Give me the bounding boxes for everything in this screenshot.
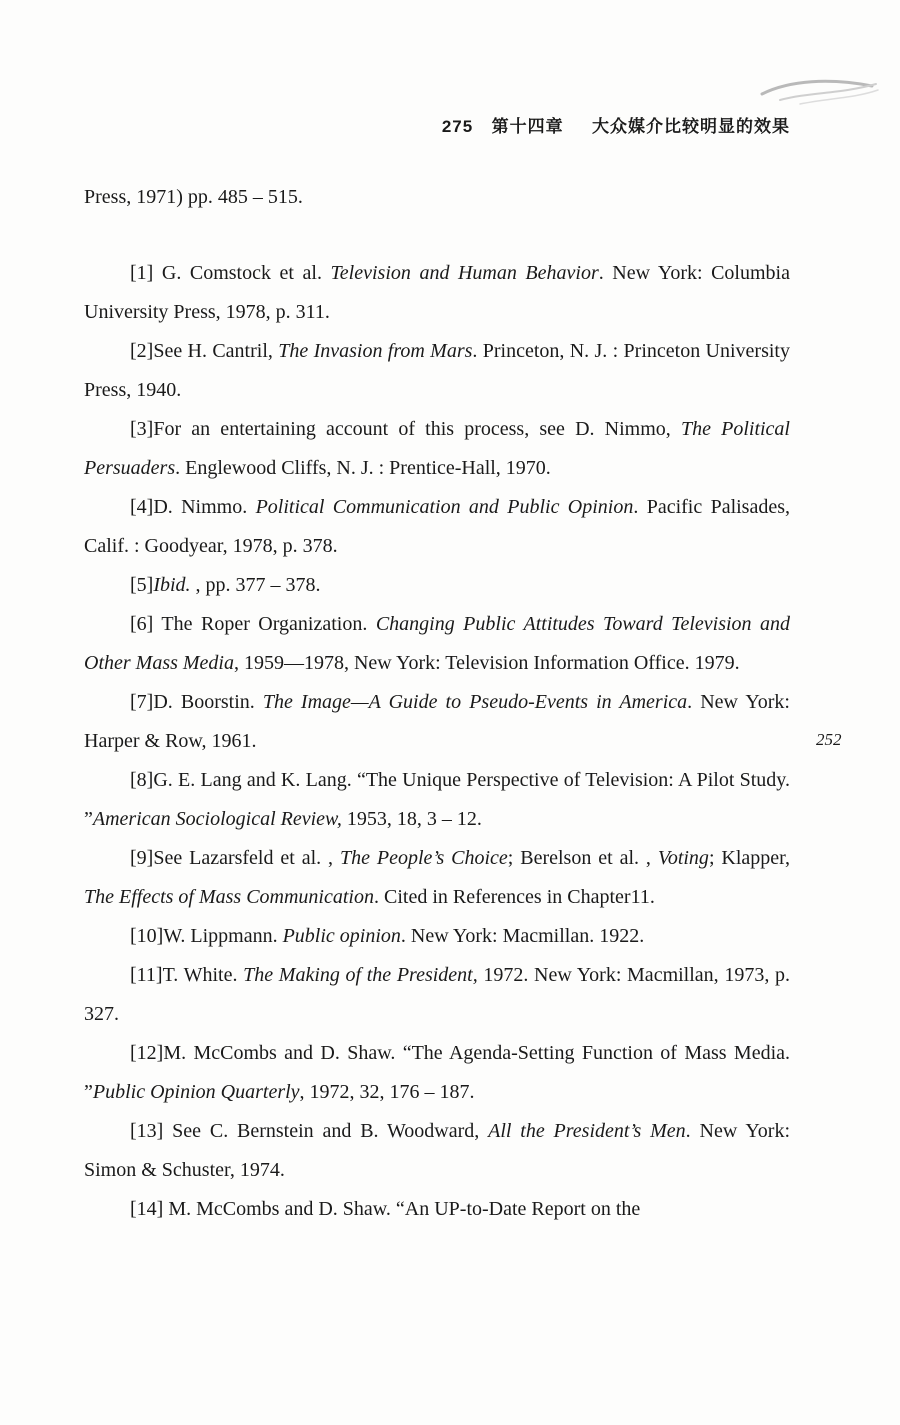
footnote-8 (84, 761, 790, 839)
footnote-number: [10] (130, 925, 164, 947)
footnote-italic-title: All the President’s Men (488, 1120, 686, 1142)
footnote-number: [6] (130, 613, 154, 635)
footnote-7 (84, 683, 790, 761)
running-header (442, 112, 790, 137)
notes-body (84, 178, 790, 1229)
footnote-9 (84, 839, 790, 917)
footnote-10 (84, 917, 790, 956)
footnote-italic-title: The People’s Choice (339, 847, 508, 869)
footnote-number: [11] (130, 964, 163, 986)
footnote-pre-text: For an entertaining account of this process, see D. Nimmo, (153, 418, 681, 440)
page-number: 275 (441, 117, 474, 136)
footnote-post-text: 1953, 18, 3 – 12. (341, 808, 482, 830)
footnote-post-text: , 1972, 32, 176 – 187. (299, 1081, 475, 1103)
continuation-line: Press, 1971) pp. 485 – 515. (84, 186, 303, 208)
footnote-pre-text: M. McCombs and D. Shaw. “An UP-to-Date Report on the (163, 1198, 641, 1220)
footnote-number: [13] (130, 1120, 164, 1142)
footnote-post-text: . New York: Harper & Row, 1961. (84, 691, 790, 752)
footnote-1 (84, 254, 790, 332)
footnote-number: [9] (130, 847, 154, 869)
footnote-pre-text: W. Lippmann. (163, 925, 283, 947)
footnote-mid-text: ; Berelson et al. , (507, 847, 658, 869)
footnote-pre-text: M. McCombs and D. Shaw. “The Agenda-Setting Function of Mass Media. ” (84, 1042, 790, 1103)
footnote-pre-text: G. E. Lang and K. Lang. “The Unique Perspective of Television: A Pilot Study. ” (84, 769, 790, 830)
footnote-italic-title: Voting (657, 847, 709, 869)
footnote-italic-title: The Image—A Guide to Pseudo-Events in America (262, 691, 688, 713)
chapter-label: 第十四章 (491, 117, 564, 137)
footnote-italic-title: Public Opinion Quarterly (92, 1081, 300, 1103)
footnote-14 (84, 1190, 790, 1229)
footnote-italic-title: Changing Public Attitudes Toward Television and Other Mass Media (84, 613, 791, 674)
footnote-number: [4] (130, 496, 154, 518)
footnote-number: [1] (130, 262, 154, 284)
footnote-italic-title: Political Communication and Public Opinion (255, 496, 634, 518)
footnote-pre-text: D. Nimmo. (153, 496, 256, 518)
footnote-post-text: , 1959—1978, New York: Television Information Office. 1979. (233, 652, 740, 674)
footnote-post-text: . New York: Columbia University Press, 1978, p. 311. (84, 262, 790, 323)
footnote-post-text: . Cited in References in Chapter11. (373, 886, 655, 908)
footnote-4 (84, 488, 790, 566)
chapter-title: 大众媒介比较明显的效果 (592, 117, 790, 137)
notes-list (84, 254, 790, 1229)
footnote-6 (84, 605, 790, 683)
footnote-number: [3] (130, 418, 154, 440)
footnote-italic-title: The Political Persuaders (84, 418, 790, 479)
footnote-post-text: . New York: Macmillan. 1922. (400, 925, 645, 947)
footnote-13 (84, 1112, 790, 1190)
footnote-number: [5] (130, 574, 154, 596)
footnote-italic-title: The Effects of Mass Communication (84, 886, 374, 908)
footnote-3 (84, 410, 790, 488)
footnote-number: [14] (130, 1198, 164, 1220)
footnote-italic-title: American Sociological Review, (92, 808, 342, 830)
footnote-post-text: 1972. New York: Macmillan, 1973, p. 327. (84, 964, 790, 1025)
footnote-italic-title: The Invasion from Mars (278, 340, 473, 362)
footnote-number: [12] (130, 1042, 164, 1064)
decorative-swoosh-icon (760, 72, 880, 112)
footnote-2 (84, 332, 790, 410)
footnote-mid-text: ; Klapper, (708, 847, 791, 869)
footnote-post-text: . New York: Simon & Schuster, 1974. (84, 1120, 791, 1181)
footnote-post-text: . Pacific Palisades, Calif. : Goodyear, 1978, p. 378. (84, 496, 790, 557)
footnote-italic-title: Ibid. (153, 574, 191, 596)
footnote-pre-text: T. White. (162, 964, 244, 986)
footnote-12 (84, 1034, 790, 1112)
footnote-11 (84, 956, 790, 1034)
footnote-pre-text: D. Boorstin. (153, 691, 263, 713)
footnote-pre-text: See Lazarsfeld et al. , (153, 847, 340, 869)
footnote-pre-text: See C. Bernstein and B. Woodward, (163, 1120, 489, 1142)
footnote-pre-text: The Roper Organization. (153, 613, 376, 635)
footnote-italic-title: Public opinion (282, 925, 401, 947)
footnote-post-text: . Englewood Cliffs, N. J. : Prentice-Hall, 1970. (175, 457, 551, 479)
margin-page-reference: 252 (816, 730, 842, 749)
footnote-5 (84, 566, 790, 605)
footnote-italic-title: The Making of the President, (243, 964, 478, 986)
footnote-pre-text: See H. Cantril, (153, 340, 279, 362)
footnote-italic-title: Television and Human Behavior (330, 262, 599, 284)
footnote-pre-text: G. Comstock et al. (153, 262, 331, 284)
footnote-number: [8] (130, 769, 154, 791)
footnote-post-text: , pp. 377 – 378. (190, 574, 321, 596)
footnote-number: [2] (130, 340, 154, 362)
footnote-number: [7] (130, 691, 154, 713)
footnote-post-text: . Princeton, N. J. : Princeton University Press, 1940. (84, 340, 790, 401)
